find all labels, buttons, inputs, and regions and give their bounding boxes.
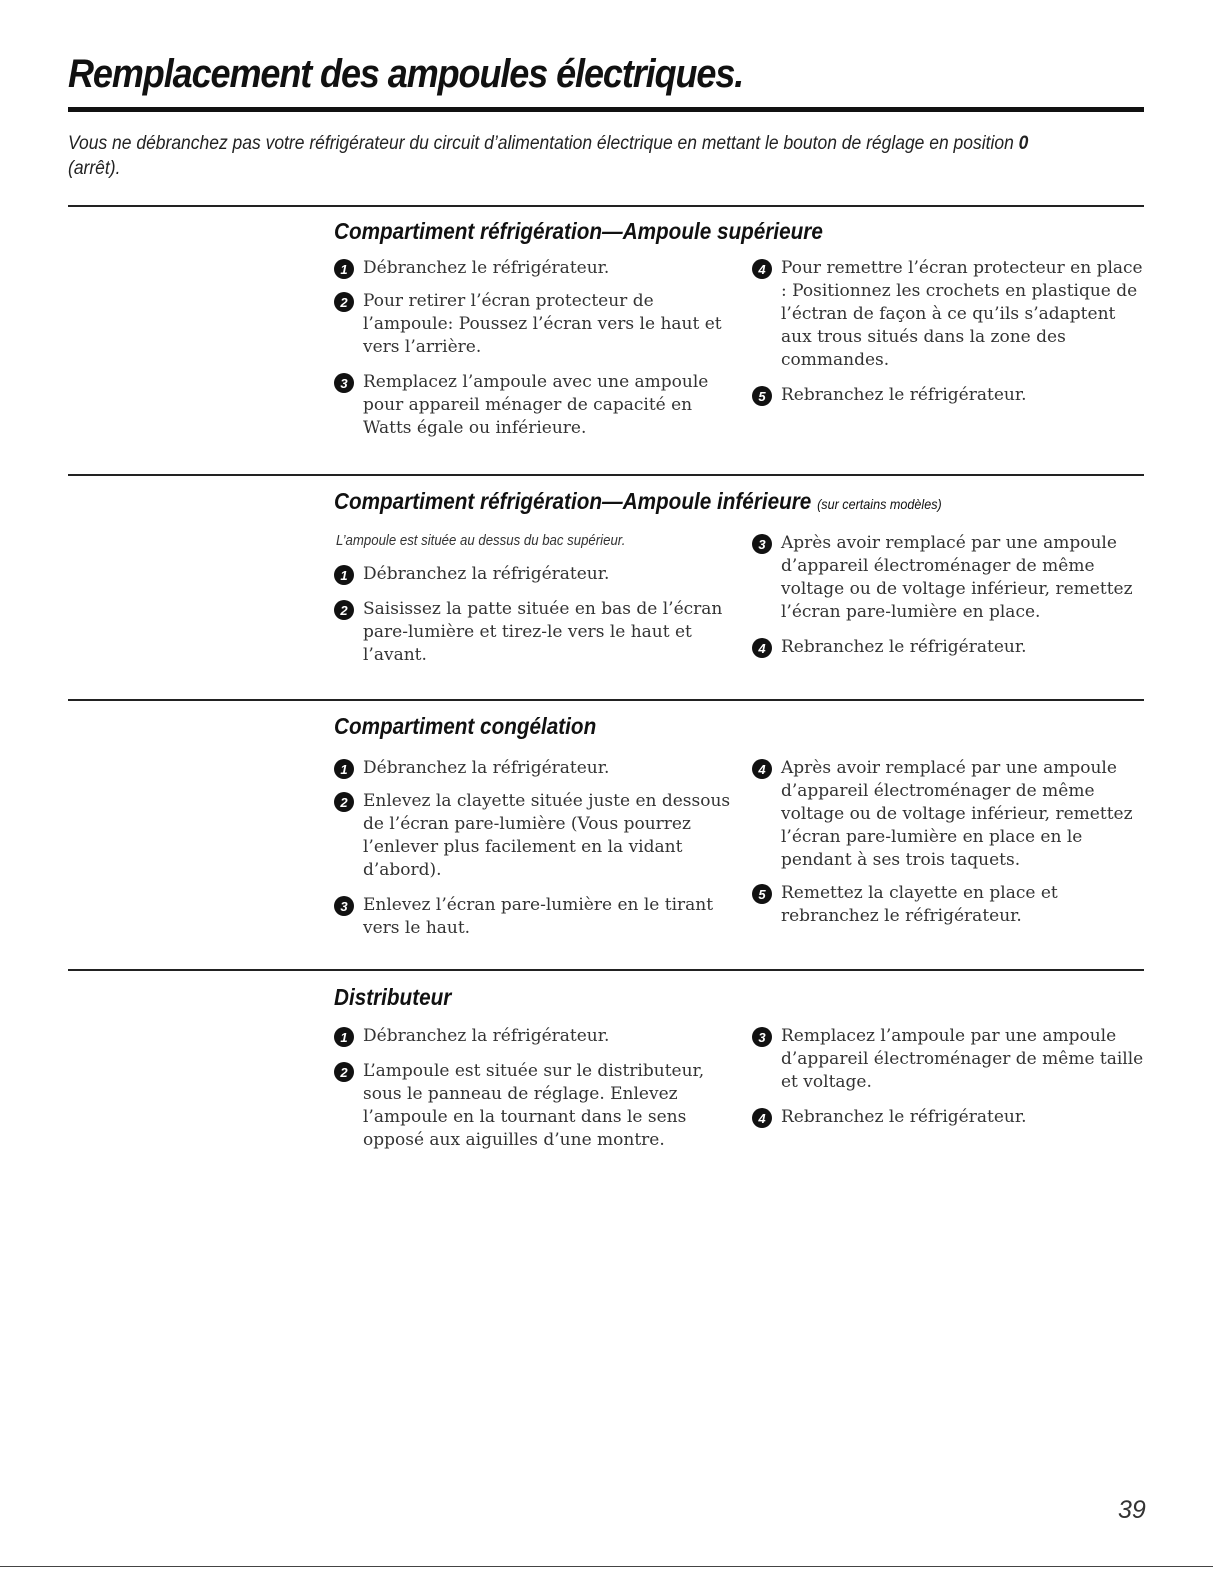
section-heading-note: (sur certains modèles) — [817, 496, 942, 512]
step-number-badge: 2 — [334, 1062, 354, 1082]
section-divider — [68, 969, 1144, 971]
step-text: Remplacez l’ampoule par une ampoule d’appareil électroménager de même taille et voltage. — [781, 1026, 1144, 1092]
section-note: L’ampoule est située au dessus du bac supérieur. — [336, 532, 626, 549]
step-text: Remettez la clayette en place et rebranchez le réfrigérateur. — [781, 883, 1058, 926]
step-text: Débranchez la réfrigérateur. — [363, 758, 610, 778]
step-item — [334, 563, 734, 586]
step-text: Enlevez l’écran pare-lumière en le tirant vers le haut. — [363, 895, 714, 938]
step-number-badge: 1 — [334, 565, 354, 585]
step-item — [752, 1106, 1147, 1129]
section-heading: Distributeur — [334, 984, 452, 1010]
step-item — [752, 636, 1147, 659]
step-text: Rebranchez le réfrigérateur. — [781, 1107, 1027, 1127]
section-divider — [68, 699, 1144, 701]
step-number-badge: 5 — [752, 884, 772, 904]
step-item — [752, 384, 1147, 407]
step-number-badge: 3 — [334, 373, 354, 393]
step-number-badge: 3 — [334, 896, 354, 916]
section-divider — [68, 205, 1144, 207]
step-number-badge: 4 — [752, 759, 772, 779]
title-rule — [68, 107, 1144, 112]
section-heading — [334, 488, 942, 515]
section-heading: Compartiment congélation — [334, 713, 597, 739]
step-text: Rebranchez le réfrigérateur. — [781, 385, 1027, 405]
step-item — [334, 1060, 734, 1152]
step-number-badge: 3 — [752, 1027, 772, 1047]
step-item — [752, 882, 1147, 928]
step-text: Débranchez la réfrigérateur. — [363, 1026, 610, 1046]
step-number-badge: 1 — [334, 259, 354, 279]
step-text: Débranchez la réfrigérateur. — [363, 564, 610, 584]
step-number-badge: 2 — [334, 600, 354, 620]
step-item — [334, 257, 734, 280]
step-item — [752, 532, 1147, 624]
section-heading: Compartiment réfrigération—Ampoule supérieure — [334, 218, 823, 244]
step-text: Remplacez l’ampoule avec une ampoule pour appareil ménager de capacité en Watts égale ou inférieure. — [363, 372, 709, 438]
step-text: Saisissez la patte située en bas de l’écran pare-lumière et tirez-le vers le haut et l’avant. — [363, 599, 723, 665]
step-text: Rebranchez le réfrigérateur. — [781, 637, 1027, 657]
step-item — [334, 894, 734, 940]
step-item — [334, 598, 734, 667]
step-number-badge: 4 — [752, 259, 772, 279]
step-number-badge: 5 — [752, 386, 772, 406]
intro-prefix: Vous ne débranchez pas votre réfrigérateur du circuit d’alimentation électrique en mettant le bouton de réglage en position — [68, 133, 1019, 154]
step-text: Enlevez la clayette située juste en dessous de l’écran pare-lumière (Vous pourrez l’enlever plus facilement en la vidant d’abord). — [363, 791, 731, 880]
step-item — [752, 257, 1147, 372]
step-text: Après avoir remplacé par une ampoule d’appareil électroménager de même voltage ou de voltage inférieur, remettez l’écran pare-lumière en place en le pendant à ses trois taquets. — [781, 758, 1133, 870]
step-text: L’ampoule est située sur le distributeur, sous le panneau de réglage. Enlevez l’ampoule en la tournant dans le sens opposé aux aiguilles d’une montre. — [363, 1061, 705, 1150]
bottom-rule — [0, 1566, 1213, 1567]
section-heading-text: Compartiment réfrigération—Ampoule inférieure — [334, 488, 812, 514]
step-number-badge: 1 — [334, 1027, 354, 1047]
step-text: Débranchez le réfrigérateur. — [363, 258, 610, 278]
step-text: Après avoir remplacé par une ampoule d’appareil électroménager de même voltage ou de voltage inférieur, remettez l’écran pare-lumière en place. — [781, 533, 1133, 622]
step-number-badge: 4 — [752, 638, 772, 658]
step-text: Pour remettre l’écran protecteur en place : Positionnez les crochets en plastique de l’éctran de façon à ce qu’ils s’adaptent aux trous situés dans la zone des commandes. — [781, 258, 1143, 370]
page-title: Remplacement des ampoules électriques. — [68, 52, 744, 96]
step-item — [334, 371, 734, 440]
intro-bold: 0 — [1018, 133, 1029, 154]
step-item — [752, 757, 1147, 872]
step-text: Pour retirer l’écran protecteur de l’ampoule: Poussez l’écran vers le haut et vers l’arrière. — [363, 291, 722, 357]
intro-suffix: (arrêt). — [68, 158, 121, 179]
step-number-badge: 4 — [752, 1108, 772, 1128]
step-number-badge: 3 — [752, 534, 772, 554]
step-item — [334, 790, 734, 882]
page-number: 39 — [1118, 1496, 1146, 1524]
step-number-badge: 2 — [334, 292, 354, 312]
intro-text — [68, 131, 1071, 181]
section-divider — [68, 474, 1144, 476]
step-item — [334, 757, 734, 780]
step-item — [334, 290, 734, 359]
step-item — [752, 1025, 1147, 1094]
step-number-badge: 2 — [334, 792, 354, 812]
step-item — [334, 1025, 734, 1048]
step-number-badge: 1 — [334, 759, 354, 779]
